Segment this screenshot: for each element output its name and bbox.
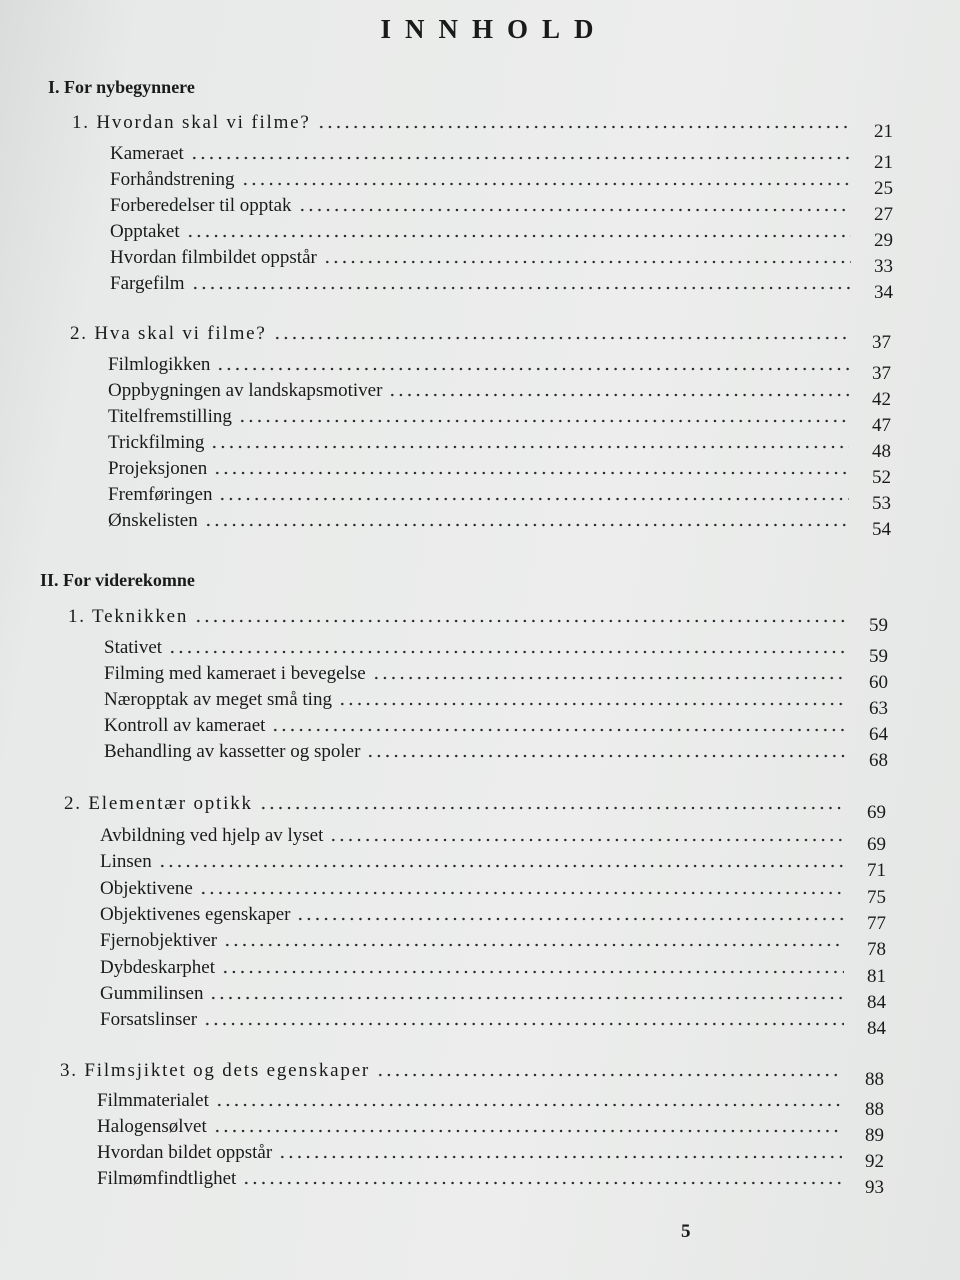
toc-entry-page: 77 — [867, 912, 886, 934]
toc-entry-label: Avbildning ved hjelp av lyset — [100, 825, 324, 846]
toc-entry-page: 29 — [874, 230, 893, 251]
toc-entry-label: Stativet — [104, 637, 163, 658]
toc-entry — [110, 195, 893, 225]
toc-entry-page: 89 — [865, 1125, 884, 1146]
toc-entry — [100, 1009, 886, 1040]
chapter-entry-page: 59 — [869, 615, 888, 636]
toc-entry-label: Trickfilming — [108, 432, 205, 453]
toc-entry-label: Linsen — [100, 851, 152, 873]
dot-leader — [271, 728, 846, 732]
chapter-entry — [68, 606, 888, 636]
toc-entry — [100, 982, 886, 1013]
toc-entry-label: Fremføringen — [108, 484, 213, 505]
toc-entry — [108, 380, 891, 410]
toc-entry-label: Næropptak av meget små ting — [104, 689, 332, 710]
dot-leader — [376, 1073, 842, 1077]
chapter-entry-page: 21 — [874, 121, 893, 142]
dot-leader — [296, 917, 844, 921]
toc-entry — [110, 273, 893, 303]
chapter-entry-page: 69 — [867, 802, 886, 823]
dot-leader — [278, 1155, 842, 1159]
toc-entry — [100, 956, 886, 987]
toc-entry — [97, 1090, 884, 1120]
toc-entry-label: Projeksjonen — [108, 458, 208, 479]
toc-entry-label: Opptaket — [110, 221, 180, 242]
dot-leader — [221, 970, 844, 974]
dot-leader — [168, 650, 846, 654]
toc-entry-page: 53 — [872, 493, 891, 514]
dot-leader — [329, 838, 844, 842]
dot-leader — [259, 806, 844, 810]
chapter-entry — [60, 1060, 884, 1090]
toc-entry — [104, 663, 888, 693]
dot-leader — [186, 234, 851, 238]
toc-entry-label: Halogensølvet — [97, 1116, 207, 1137]
toc-entry — [97, 1116, 884, 1146]
toc-entry-page: 92 — [865, 1151, 884, 1172]
toc-entry-label: Hvordan filmbildet oppstår — [110, 247, 317, 268]
toc-entry-label: Forberedelser til opptak — [110, 195, 292, 216]
toc-entry — [97, 1142, 884, 1172]
toc-entry — [110, 169, 893, 199]
toc-entry-page: 84 — [867, 991, 886, 1013]
toc-entry-page: 63 — [869, 698, 888, 719]
dot-leader — [216, 367, 849, 371]
dot-leader — [366, 754, 846, 758]
toc-entry — [108, 484, 891, 514]
toc-entry-page: 47 — [872, 415, 891, 436]
toc-entry-label: Kameraet — [110, 143, 184, 164]
toc-entry — [104, 741, 888, 771]
toc-entry-label: Forhåndstrening — [110, 169, 235, 190]
dot-leader — [194, 619, 846, 623]
chapter-entry — [72, 112, 893, 142]
toc-entry — [100, 851, 886, 882]
toc-entry — [108, 406, 891, 436]
toc-entry-page: 60 — [869, 672, 888, 693]
section-heading: II. For viderekomne — [40, 570, 195, 590]
toc-entry-page: 93 — [865, 1177, 884, 1198]
dot-leader — [323, 260, 851, 264]
toc-entry — [110, 221, 893, 251]
toc-entry-page: 37 — [872, 363, 891, 384]
dot-leader — [213, 471, 849, 475]
toc-entry-page: 68 — [869, 750, 888, 771]
toc-entry-page: 21 — [874, 152, 893, 173]
dot-leader — [241, 182, 851, 186]
toc-entry-page: 33 — [874, 256, 893, 277]
dot-leader — [190, 156, 851, 160]
dot-leader — [338, 702, 846, 706]
toc-entry — [108, 458, 891, 488]
toc-entry-label: Oppbygningen av landskapsmotiver — [108, 380, 383, 401]
dot-leader — [204, 523, 849, 527]
dot-leader — [273, 336, 849, 340]
toc-entry — [110, 143, 893, 173]
dot-leader — [242, 1181, 842, 1185]
toc-entry-label: Filmmaterialet — [97, 1090, 209, 1111]
toc-entry-page: 27 — [874, 204, 893, 225]
toc-entry-label: Ønskelisten — [108, 510, 198, 531]
dot-leader — [158, 864, 844, 868]
toc-entry-page: 64 — [869, 724, 888, 745]
toc-entry-label: Hvordan bildet oppstår — [97, 1142, 273, 1163]
toc-entry-page: 78 — [867, 939, 886, 961]
toc-entry-label: Behandling av kassetter og spoler — [104, 741, 361, 762]
section-heading: I. For nybegynnere — [48, 77, 195, 97]
toc-entry-page: 42 — [872, 389, 891, 410]
dot-leader — [298, 208, 851, 212]
toc-entry-page: 54 — [872, 519, 891, 540]
toc-entry-page: 25 — [874, 178, 893, 199]
toc-entry-page: 52 — [872, 467, 891, 488]
chapter-entry-label: 1. Teknikken — [68, 606, 189, 627]
toc-entry-label: Dybdeskarphet — [100, 956, 216, 978]
page-title: INNHOLD — [380, 14, 608, 44]
toc-entry — [100, 825, 886, 855]
page-number: 5 — [681, 1221, 691, 1242]
dot-leader — [317, 125, 851, 129]
toc-entry-label: Objektivenes egenskaper — [100, 903, 291, 925]
toc-entry — [104, 689, 888, 719]
dot-leader — [388, 393, 849, 397]
toc-entry-label: Kontroll av kameraet — [104, 715, 266, 736]
dot-leader — [218, 497, 849, 501]
dot-leader — [372, 676, 846, 680]
toc-entry-label: Filmømfindtlighet — [97, 1168, 237, 1189]
chapter-entry — [64, 793, 886, 823]
chapter-entry-page: 88 — [865, 1069, 884, 1090]
dot-leader — [209, 996, 844, 1000]
dot-leader — [213, 1129, 842, 1133]
chapter-entry-label: 1. Hvordan skal vi filme? — [72, 112, 311, 133]
toc-entry — [108, 354, 891, 384]
toc-entry-page: 81 — [867, 965, 886, 987]
chapter-entry-label: 3. Filmsjiktet og dets egenskaper — [60, 1060, 371, 1081]
toc-entry — [100, 930, 886, 961]
chapter-entry — [70, 323, 891, 353]
toc-entry — [104, 715, 888, 745]
toc-entry-label: Fjernobjektiver — [100, 930, 218, 952]
toc-entry-page: 71 — [867, 860, 886, 882]
toc-entry-label: Objektivene — [100, 877, 193, 899]
toc-entry — [110, 247, 893, 277]
dot-leader — [223, 943, 844, 947]
toc-entry-page: 75 — [867, 886, 886, 908]
toc-entry-label: Fargefilm — [110, 273, 185, 294]
toc-entry — [104, 637, 888, 667]
toc-entry — [100, 877, 886, 908]
dot-leader — [199, 891, 844, 895]
dot-leader — [203, 1022, 844, 1026]
dot-leader — [191, 286, 851, 290]
toc-entry — [97, 1168, 884, 1198]
toc-entry-page: 88 — [865, 1099, 884, 1120]
toc-entry-page: 69 — [867, 834, 886, 855]
toc-entry-page: 48 — [872, 441, 891, 462]
toc-entry-label: Forsatslinser — [100, 1009, 198, 1031]
toc-entry — [108, 510, 891, 540]
toc-entry — [108, 432, 891, 462]
toc-entry-label: Titelfremstilling — [108, 406, 232, 427]
toc-entry-label: Filmlogikken — [108, 354, 211, 375]
chapter-entry-label: 2. Hva skal vi filme? — [70, 323, 267, 344]
toc-entry-label: Gummilinsen — [100, 982, 204, 1004]
dot-leader — [238, 419, 849, 423]
dot-leader — [215, 1103, 842, 1107]
toc-entry-page: 59 — [869, 646, 888, 667]
dot-leader — [210, 445, 849, 449]
chapter-entry-page: 37 — [872, 332, 891, 353]
toc-entry-page: 84 — [867, 1018, 886, 1040]
toc-entry-label: Filming med kameraet i bevegelse — [104, 663, 366, 684]
toc-entry-page: 34 — [874, 282, 893, 303]
chapter-entry-label: 2. Elementær optikk — [64, 793, 253, 814]
toc-entry — [100, 903, 886, 934]
